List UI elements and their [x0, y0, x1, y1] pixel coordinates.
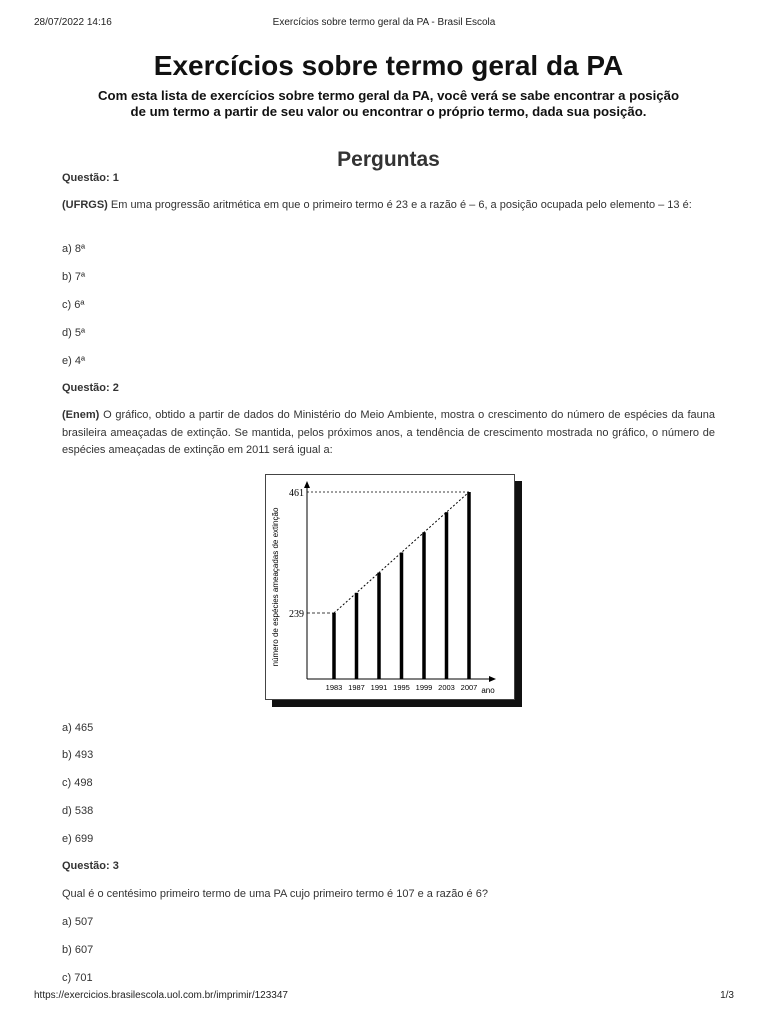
section-title: Perguntas	[337, 148, 440, 171]
print-footer	[34, 990, 734, 1004]
question-1-option-a: a) 8ª	[62, 243, 86, 255]
question-2-option-d: d) 538	[62, 805, 94, 817]
y-tick-label-max: 461	[289, 488, 304, 499]
y-tick-label-min: 239	[289, 609, 304, 620]
subtitle-line-2: de um termo a partir de seu valor ou encontrar o próprio termo, dada sua posição.	[130, 104, 647, 119]
question-1-option-e: e) 4ª	[62, 355, 86, 367]
question-3-option-b: b) 607	[62, 944, 94, 956]
question-2-text: O gráfico, obtido a partir de dados do Ministério do Meio Ambiente, mostra o crescimento do número de espécies da fauna brasileira ameaçadas de extinção. Se mantida, pelos próximos anos, a tendência de crescimento mostrada no gráfico, o número de espécies ameaçadas de extinção em 2011 será igual a:	[62, 409, 715, 456]
x-tick-label-1987: 1987	[348, 683, 365, 692]
chart-bar-1991	[377, 573, 381, 679]
question-2-label: Questão: 2	[62, 382, 119, 394]
question-2-option-c: c) 498	[62, 777, 93, 789]
x-axis-arrow	[489, 676, 496, 682]
chart-bar-1995	[400, 553, 404, 680]
chart-bar-2007	[467, 492, 471, 679]
print-datetime: 28/07/2022 14:16	[34, 17, 112, 28]
x-tick-label-1991: 1991	[370, 683, 388, 692]
question-3-text: Qual é o centésimo primeiro termo de uma PA cujo primeiro termo é 107 e a razão é 6?	[62, 888, 488, 900]
x-tick-label-1995: 1995	[393, 683, 410, 692]
question-1-text: Em uma progressão aritmética em que o primeiro termo é 23 e a razão é – 6, a posição ocupada pelo elemento – 13 é:	[107, 199, 692, 211]
chart-bar-1983	[332, 613, 336, 679]
chart-bar-1987	[355, 593, 359, 679]
question-1-option-c: c) 6ª	[62, 299, 85, 311]
question-3-option-c: c) 701	[62, 972, 93, 984]
y-axis-arrow	[304, 481, 310, 488]
question-1-option-b: b) 7ª	[62, 271, 86, 283]
question-1-statement	[62, 197, 715, 215]
question-3-label: Questão: 3	[62, 860, 119, 872]
x-tick-label-2007: 2007	[460, 683, 478, 692]
x-axis-title: ano	[481, 686, 495, 695]
question-2-option-e: e) 699	[62, 833, 94, 845]
page-title: Exercícios sobre termo geral da PA	[153, 50, 624, 81]
print-page-title: Exercícios sobre termo geral da PA - Brasil Escola	[272, 17, 496, 28]
x-tick-label-1999: 1999	[415, 683, 433, 692]
y-axis-title: número de espécies ameaçadas de extinção	[271, 507, 280, 667]
print-page-number: 1/3	[720, 990, 734, 1001]
question-2-source: (Enem)	[62, 409, 100, 421]
question-3-option-a: a) 507	[62, 916, 94, 928]
print-url: https://exercicios.brasilescola.uol.com.br/imprimir/123347	[34, 990, 288, 1001]
question-1-source: (UFRGS)	[62, 199, 108, 211]
question-2-option-a: a) 465	[62, 722, 94, 734]
chart-bar-1999	[422, 532, 426, 679]
chart-svg	[266, 475, 514, 699]
subtitle-line-1: Com esta lista de exercícios sobre termo geral da PA, você verá se sabe encontrar a posição	[98, 88, 679, 103]
question-1-option-d: d) 5ª	[62, 327, 86, 339]
page-subtitle	[52, 88, 725, 120]
question-2-statement	[62, 407, 715, 460]
print-header	[34, 17, 734, 31]
question-1-label: Questão: 1	[62, 172, 119, 184]
chart-bar-2003	[445, 512, 449, 679]
species-chart	[265, 474, 515, 700]
x-tick-label-2003: 2003	[438, 683, 455, 692]
x-tick-label-1983: 1983	[325, 683, 343, 692]
question-2-option-b: b) 493	[62, 749, 94, 761]
